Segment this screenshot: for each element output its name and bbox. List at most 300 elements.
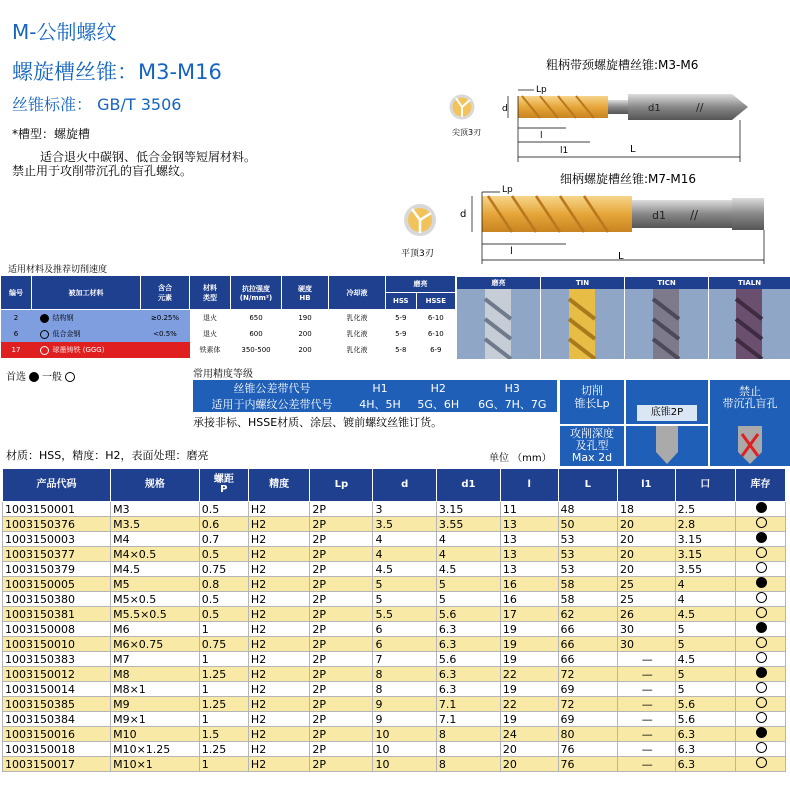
cell: 5.6 [675,712,735,727]
cell: 3.5 [373,517,436,532]
cell: 53 [558,532,617,547]
cell: 4 [436,532,500,547]
cell: 9 [373,697,436,712]
cell: 66 [558,652,617,667]
tip-label-2: 平顶3刃 [401,249,434,259]
cell: H2 [248,592,309,607]
col-header-5: d [373,469,436,502]
forbid-icon [710,426,790,466]
lbl-lp-2: Lp [502,185,513,195]
cell: 16 [500,577,558,592]
cell: 6.3 [675,757,735,772]
col-header-10: 口 [675,469,735,502]
cell: H2 [248,727,309,742]
order-dot-icon [756,592,767,603]
cell: 13 [500,532,558,547]
cell: 13 [500,562,558,577]
cell: 6.3 [436,682,500,697]
cell: 30 [617,637,675,652]
diagram1-title: 粗柄带颈螺旋槽丝锥:M3-M6 [546,58,699,72]
cell: 58 [558,592,617,607]
cell: 4.5 [675,607,735,622]
lbl-d-1: d [502,104,508,114]
col-header-4: Lp [310,469,373,502]
col-header-3: 精度 [248,469,309,502]
cell: 2P [310,637,373,652]
cell: 2P [310,577,373,592]
cell: 1003150010 [3,637,111,652]
cell: 1.25 [199,742,248,757]
cell: H2 [248,532,309,547]
cell: 1003150003 [3,532,111,547]
cell: 1 [199,757,248,772]
cell: 4.5 [373,562,436,577]
cell: 20 [500,742,558,757]
cell: 1003150377 [3,547,111,562]
in-stock-dot-icon [756,622,767,633]
cell: 30 [617,622,675,637]
order-dot-icon [756,607,767,618]
col-header-0: 产品代码 [3,469,111,502]
table-row [3,502,786,517]
cell: 53 [558,547,617,562]
col-header-11: 库存 [735,469,785,502]
cell: 20 [617,547,675,562]
cell: — [617,652,675,667]
col-header-8: L [558,469,617,502]
material-row: 2 结构钢 ≥0.25% 退火 650 190 乳化液 5-9 6-10 [1,310,456,327]
cell: M5.5×0.5 [111,607,200,622]
cell: 3.55 [436,517,500,532]
cell: 1 [199,712,248,727]
cell: 5 [436,592,500,607]
cell: 76 [558,757,617,772]
cell: 2.5 [675,502,735,517]
cell: M4×0.5 [111,547,200,562]
cell: 0.5 [199,502,248,517]
cell: 4 [373,547,436,562]
cell: 4 [373,532,436,547]
cell: 4 [436,547,500,562]
cell: 10 [373,727,436,742]
cell: 4 [675,592,735,607]
lbl-L-2: L [618,251,624,262]
cell: M8 [111,667,200,682]
cell: 4.5 [675,652,735,667]
order-dot-icon [756,712,767,723]
cell: — [617,667,675,682]
cell: 1003150376 [3,517,111,532]
table-row [3,757,786,772]
cell: H2 [248,652,309,667]
cell: 0.8 [199,577,248,592]
material-table [0,275,456,358]
order-dot-icon [756,517,767,528]
cell: 5 [675,622,735,637]
cell: H2 [248,712,309,727]
lbl-L-1: L [630,144,636,155]
cell: 1003150017 [3,757,111,772]
mh-hsse: HSSE [416,293,455,310]
standard-label: 丝锥标准： GB/T 3506 [12,95,182,114]
cell: 20 [617,562,675,577]
in-stock-dot-icon [756,502,767,513]
cell: — [617,682,675,697]
cell: — [617,727,675,742]
order-dot-icon [756,652,767,663]
cell: 2P [310,547,373,562]
cell: 6.3 [436,637,500,652]
cell: 2.8 [675,517,735,532]
cell: 3.15 [675,532,735,547]
product-table [2,468,786,772]
cell: 5 [373,577,436,592]
svg-text://: // [690,208,699,222]
prefer-dot-icon [29,372,39,382]
cell: M9 [111,697,200,712]
cell: 22 [500,667,558,682]
cell: 53 [558,562,617,577]
svg-text:d1: d1 [648,103,661,114]
prefer-dot-icon [40,314,49,323]
order-dot-icon [756,682,767,693]
table-row [3,697,786,712]
cell: 0.5 [199,547,248,562]
cell: M6 [111,622,200,637]
cell: H2 [248,697,309,712]
cell: — [617,742,675,757]
coating-tin: TIN [541,277,624,359]
tap-polish-icon [457,289,540,359]
cell: 3.55 [675,562,735,577]
cell: 1003150008 [3,622,111,637]
cell: 6 [373,637,436,652]
col-header-9: l1 [617,469,675,502]
cell: M8×1 [111,682,200,697]
unit-label: 单位 （mm） [489,453,552,464]
cell: 0.5 [199,607,248,622]
in-stock-dot-icon [756,667,767,678]
cell: 62 [558,607,617,622]
coating-polish: 磨亮 [457,277,540,359]
cell: 8 [436,757,500,772]
col-header-7: l [500,469,558,502]
cell: 2P [310,742,373,757]
material-line: 材质：HSS，精度：H2，表面处理：磨亮 [6,449,209,462]
diagram2-title: 细柄螺旋槽丝锥:M7-M16 [560,172,696,186]
cell: 66 [558,622,617,637]
bottom-tap-box: 底锥2P [626,380,708,424]
cell: M9×1 [111,712,200,727]
cell: 2P [310,517,373,532]
table-row [3,727,786,742]
cell: M10×1.25 [111,742,200,757]
cell: 1003150384 [3,712,111,727]
table-row [3,742,786,757]
cell: H2 [248,757,309,772]
cell: 72 [558,697,617,712]
mh-no: 编号 [1,276,32,310]
precision-title: 常用精度等级 [193,369,253,380]
order-dot-icon [756,697,767,708]
cut-length-box: 切削 锥长Lp [560,380,624,424]
lbl-l-2: l [510,246,513,257]
cell: 2P [310,532,373,547]
cell: 8 [436,727,500,742]
cell: 3 [373,502,436,517]
cell: — [617,712,675,727]
order-dot-icon [756,742,767,753]
cell: 48 [558,502,617,517]
cell: 25 [617,592,675,607]
col-header-1: 规格 [111,469,200,502]
cell: 2P [310,667,373,682]
cell: 6.3 [436,667,500,682]
cell: 17 [500,607,558,622]
in-stock-dot-icon [756,532,767,543]
cell: 1.25 [199,667,248,682]
order-dot-icon [756,637,767,648]
order-dot-icon [756,562,767,573]
svg-text://: // [696,101,704,114]
product-title: 螺旋槽丝锥：M3-M16 [12,60,222,84]
tap-tialn-icon [709,289,790,359]
cell: 1 [199,682,248,697]
cell: 76 [558,742,617,757]
cell: 2P [310,592,373,607]
in-stock-dot-icon [756,727,767,738]
cell: 19 [500,712,558,727]
cell: H2 [248,547,309,562]
cell: M6×0.75 [111,637,200,652]
cell: M5 [111,577,200,592]
lbl-d-2: d [460,209,467,220]
cell: H2 [248,577,309,592]
mh-polish: 磨亮 [386,276,456,293]
lbl-lp-1: Lp [536,85,547,95]
table-row [3,682,786,697]
cell: 16 [500,592,558,607]
mh-material: 被加工材料 [32,276,141,310]
cell: 19 [500,682,558,697]
drill-hole-icon [626,426,708,466]
cell: H2 [248,667,309,682]
cell: — [617,757,675,772]
coating-ticn: TICN [625,277,708,359]
cell: 7.1 [436,697,500,712]
cell: 20 [617,517,675,532]
cell: 5.5 [373,607,436,622]
cell: M5×0.5 [111,592,200,607]
table-row [3,532,786,547]
cell: 19 [500,622,558,637]
cell: 1 [199,622,248,637]
cell: 10 [373,742,436,757]
normal-dot-icon [65,372,75,382]
cell: 5 [373,592,436,607]
cell: H2 [248,502,309,517]
order-dot-icon [756,757,767,768]
tap-ticn-icon [625,289,708,359]
cell: 5.6 [675,697,735,712]
cell: 8 [436,742,500,757]
mh-coolant: 冷却液 [329,276,386,310]
cell: 8 [373,667,436,682]
cell: 2P [310,727,373,742]
table-row [3,562,786,577]
cell: 1003150005 [3,577,111,592]
tip-label-1: 尖顶3刃 [452,128,482,137]
cell: 6.3 [675,727,735,742]
section-title: 适用材料及推荐切削速度 [8,265,108,275]
cell: 19 [500,652,558,667]
cell: 2P [310,562,373,577]
tap-diagram-2 [390,182,770,268]
table-row [3,577,786,592]
mh-alloy: 含合 元素 [141,276,190,310]
cell: M3 [111,502,200,517]
cell: 0.75 [199,637,248,652]
cell: 1003150001 [3,502,111,517]
order-note: 承接非标、HSSE材质、涂层、镀前螺纹丝锥订货。 [193,416,443,429]
cell: 13 [500,547,558,562]
cell: 8 [373,682,436,697]
cell: 20 [500,757,558,772]
desc-line-1: 适合退火中碳钢、低合金钢等短屑材料。 [40,150,257,164]
cell: M3.5 [111,517,200,532]
cell: 5.6 [436,652,500,667]
cell: 2P [310,697,373,712]
table-row [3,637,786,652]
cell: 58 [558,577,617,592]
cell: 1003150016 [3,727,111,742]
cell: M7 [111,652,200,667]
legend: 首选 一般 [6,368,78,383]
cell: 4 [675,577,735,592]
lbl-l1-1: l1 [560,146,569,156]
material-row: 6 低合金钢 <0.5% 退火 600 200 乳化液 5-9 6-10 [1,326,456,342]
cell: 1003150381 [3,607,111,622]
cell: 7 [373,652,436,667]
cell: — [617,697,675,712]
description [12,150,322,178]
cell: 1.25 [199,697,248,712]
table-row [3,607,786,622]
cell: 66 [558,637,617,652]
cell: H2 [248,742,309,757]
cell: 20 [617,532,675,547]
cell: 0.7 [199,532,248,547]
cell: 1003150012 [3,667,111,682]
cell: 26 [617,607,675,622]
cell: 4.5 [436,562,500,577]
cell: H2 [248,622,309,637]
cell: 2P [310,712,373,727]
cell: 2P [310,757,373,772]
table-row [3,517,786,532]
cell: H2 [248,562,309,577]
material-row: 17 球墨铸铁 (GGG) 铁素体 350-500 200 乳化液 5-8 6-9 [1,342,456,358]
cell: 1003150018 [3,742,111,757]
cell: 3.15 [675,547,735,562]
cell: 2P [310,652,373,667]
cell: 5 [436,577,500,592]
cell: 2P [310,607,373,622]
cell: 2P [310,502,373,517]
mh-tensile: 抗拉强度 (N/mm²) [231,276,282,310]
cell: M4 [111,532,200,547]
cell: 1003150385 [3,697,111,712]
cell: 1003150380 [3,592,111,607]
cell: 18 [617,502,675,517]
cell: 2P [310,682,373,697]
order-dot-icon [756,547,767,558]
cell: H2 [248,637,309,652]
in-stock-dot-icon [756,577,767,588]
cell: 80 [558,727,617,742]
cell: 1 [199,652,248,667]
precision-table: 丝锥公差带代号 H1 H2 H3 适用于内螺纹公差带代号 4H、5H 5G、6H 6G、7H、7G [193,380,557,412]
mh-type: 材料 类型 [190,276,231,310]
cell: 7.1 [436,712,500,727]
cell: 2P [310,622,373,637]
cell: 5 [675,667,735,682]
cell: 6.3 [436,622,500,637]
cell: M10×1 [111,757,200,772]
tap-diagram-1 [440,72,760,172]
coating-tialn: TIALN [709,277,790,359]
cell: 1003150383 [3,652,111,667]
depth-box: 攻削深度 及孔型 Max 2d [560,426,624,466]
table-row [3,712,786,727]
cell: 6.3 [675,742,735,757]
table-row [3,652,786,667]
cell: 1003150014 [3,682,111,697]
cell: 3.15 [436,502,500,517]
cell: 1.5 [199,727,248,742]
cell: 24 [500,727,558,742]
cell: 0.75 [199,562,248,577]
cell: H2 [248,607,309,622]
cell: 11 [500,502,558,517]
cell: 5.6 [436,607,500,622]
cell: 6 [373,622,436,637]
cell: 72 [558,667,617,682]
cell: M4.5 [111,562,200,577]
cell: 5 [675,682,735,697]
table-row [3,547,786,562]
lbl-l-1: l [540,131,543,141]
col-header-6: d1 [436,469,500,502]
cell: H2 [248,682,309,697]
cell: H2 [248,517,309,532]
mh-hb: 硬度 HB [282,276,329,310]
cell: 50 [558,517,617,532]
cell: 19 [500,637,558,652]
cell: 25 [617,577,675,592]
cell: 0.5 [199,592,248,607]
cell: 9 [373,712,436,727]
cell: 5 [675,637,735,652]
col-header-2: 螺距 P [199,469,248,502]
forbid-box: 禁止 带沉孔盲孔 [710,380,790,430]
table-row [3,592,786,607]
cell: 1003150379 [3,562,111,577]
groove-type: *槽型：螺旋槽 [12,127,91,141]
tap-tin-icon [541,289,624,359]
cell: M10 [111,727,200,742]
cell: 22 [500,697,558,712]
